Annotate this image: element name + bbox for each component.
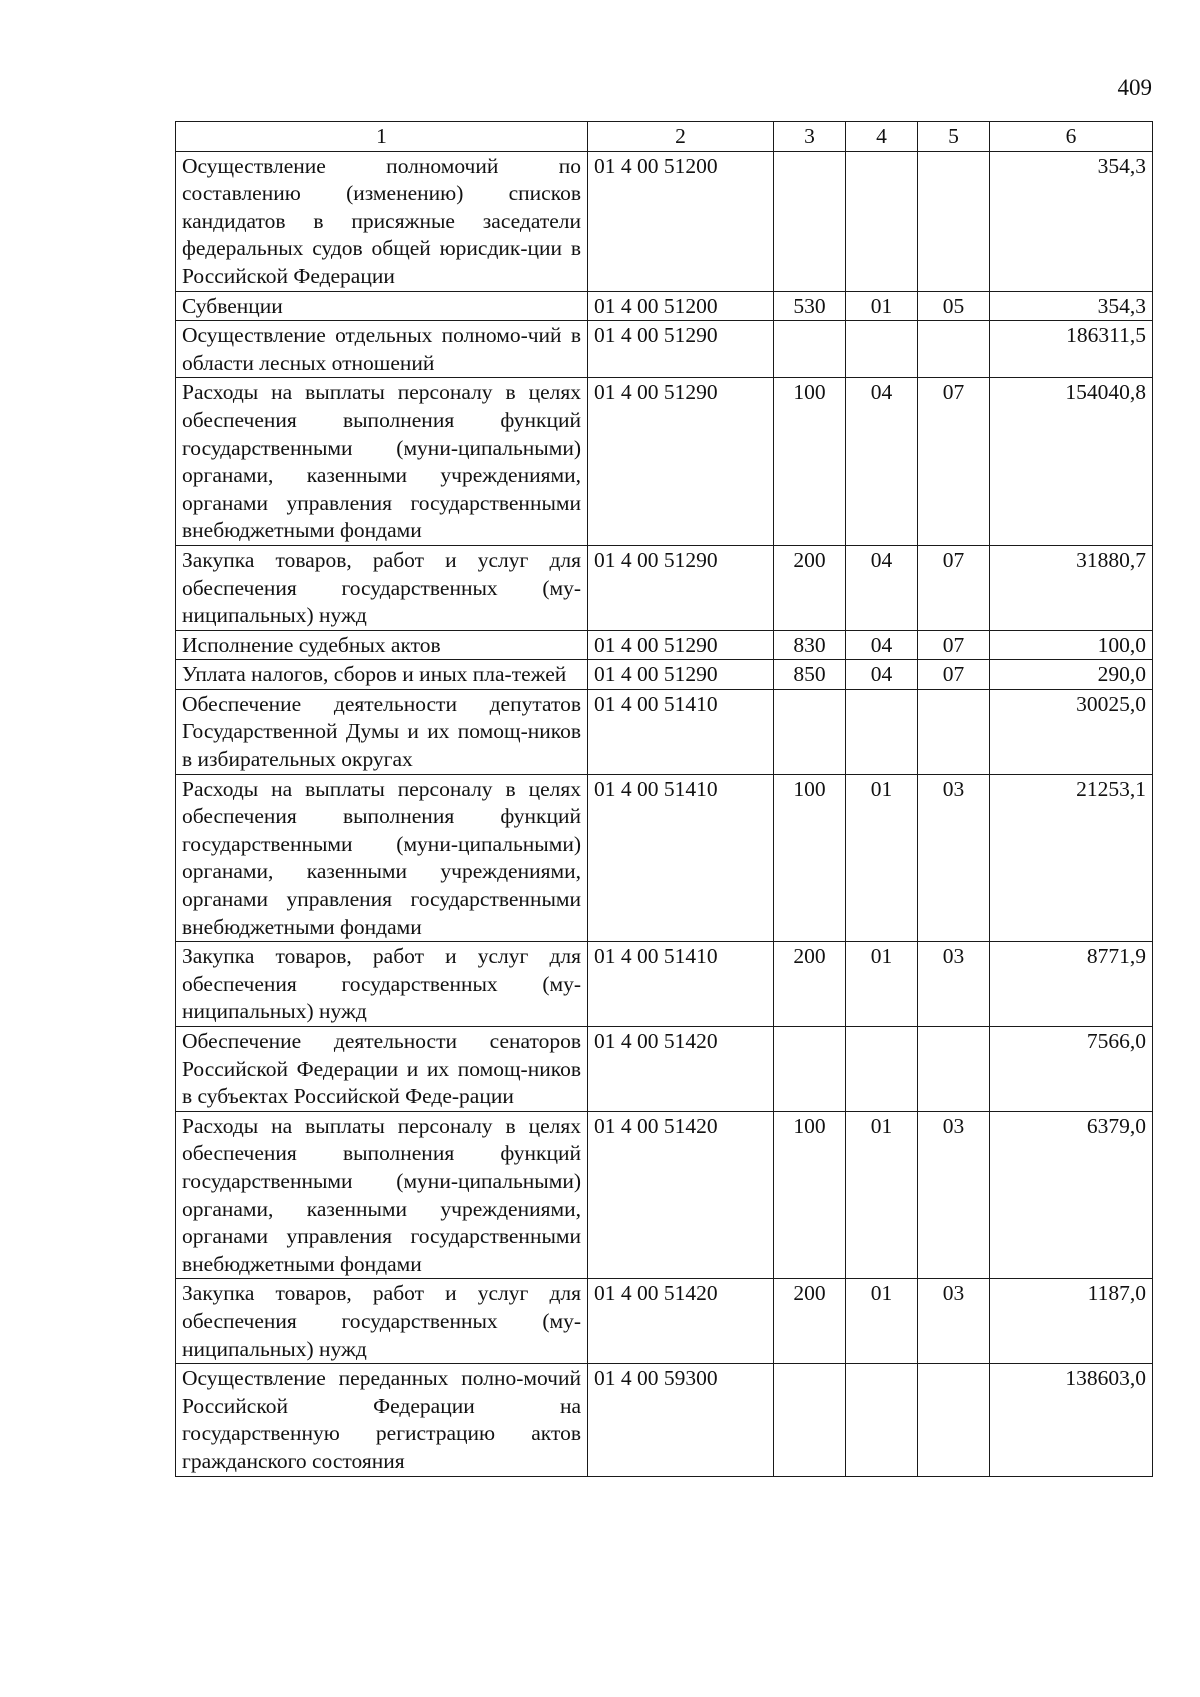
row-name-cell: Осуществление переданных полно-мочий Российской Федерации на государственную регистрацию актов гражданского состояния (176, 1364, 588, 1476)
row-name-cell: Субвенции (176, 291, 588, 321)
row-amount-cell: 186311,5 (990, 321, 1153, 378)
row-code-cell: 01 4 00 51200 (588, 151, 774, 291)
row-amount-cell: 7566,0 (990, 1027, 1153, 1112)
row-subsection-cell: 03 (918, 1279, 990, 1364)
row-subsection-cell: 03 (918, 1111, 990, 1279)
row-code-cell: 01 4 00 51200 (588, 291, 774, 321)
table-row (176, 1364, 1153, 1476)
row-code-cell: 01 4 00 51420 (588, 1111, 774, 1279)
row-code-cell: 01 4 00 59300 (588, 1364, 774, 1476)
row-amount-cell: 31880,7 (990, 545, 1153, 630)
budget-table (175, 121, 1153, 1477)
table-row (176, 378, 1153, 546)
row-section-cell: 04 (846, 378, 918, 546)
row-name-cell: Осуществление полномочий по составлению (изменению) списков кандидатов в присяжные заседатели федеральных судов общей юрисдик-ции в Российской Федерации (176, 151, 588, 291)
row-name-cell: Осуществление отдельных полномо-чий в области лесных отношений (176, 321, 588, 378)
row-subsection-cell: 03 (918, 774, 990, 942)
header-row (176, 122, 1153, 152)
row-section-cell (846, 151, 918, 291)
row-expense-type-cell: 200 (774, 1279, 846, 1364)
row-subsection-cell (918, 1364, 990, 1476)
row-expense-type-cell (774, 321, 846, 378)
row-code-cell: 01 4 00 51290 (588, 630, 774, 660)
table-row (176, 942, 1153, 1027)
row-expense-type-cell (774, 1027, 846, 1112)
table-row (176, 1111, 1153, 1279)
header-col-5: 5 (918, 122, 990, 152)
row-code-cell: 01 4 00 51410 (588, 774, 774, 942)
row-section-cell: 01 (846, 291, 918, 321)
table-row (176, 630, 1153, 660)
row-amount-cell: 138603,0 (990, 1364, 1153, 1476)
row-subsection-cell: 07 (918, 630, 990, 660)
header-col-3: 3 (774, 122, 846, 152)
table-header (176, 122, 1153, 152)
table-row (176, 545, 1153, 630)
header-col-4: 4 (846, 122, 918, 152)
row-amount-cell: 21253,1 (990, 774, 1153, 942)
row-amount-cell: 354,3 (990, 151, 1153, 291)
row-name-cell: Закупка товаров, работ и услуг для обеспечения государственных (му-ниципальных) нужд (176, 545, 588, 630)
row-expense-type-cell: 100 (774, 378, 846, 546)
row-expense-type-cell: 530 (774, 291, 846, 321)
row-subsection-cell (918, 321, 990, 378)
row-section-cell: 04 (846, 630, 918, 660)
table-row (176, 774, 1153, 942)
row-section-cell (846, 1027, 918, 1112)
row-amount-cell: 100,0 (990, 630, 1153, 660)
row-section-cell (846, 1364, 918, 1476)
row-expense-type-cell: 100 (774, 774, 846, 942)
row-expense-type-cell (774, 151, 846, 291)
table-row (176, 1279, 1153, 1364)
table-body (176, 151, 1153, 1476)
row-amount-cell: 1187,0 (990, 1279, 1153, 1364)
row-expense-type-cell: 200 (774, 942, 846, 1027)
row-expense-type-cell (774, 1364, 846, 1476)
row-expense-type-cell: 850 (774, 660, 846, 690)
row-code-cell: 01 4 00 51410 (588, 942, 774, 1027)
row-section-cell: 04 (846, 545, 918, 630)
row-subsection-cell: 03 (918, 942, 990, 1027)
row-amount-cell: 290,0 (990, 660, 1153, 690)
row-name-cell: Закупка товаров, работ и услуг для обеспечения государственных (му-ниципальных) нужд (176, 942, 588, 1027)
row-amount-cell: 6379,0 (990, 1111, 1153, 1279)
row-name-cell: Уплата налогов, сборов и иных пла-тежей (176, 660, 588, 690)
row-section-cell (846, 321, 918, 378)
row-code-cell: 01 4 00 51420 (588, 1027, 774, 1112)
row-expense-type-cell: 100 (774, 1111, 846, 1279)
row-subsection-cell (918, 689, 990, 774)
row-code-cell: 01 4 00 51290 (588, 660, 774, 690)
row-section-cell: 01 (846, 942, 918, 1027)
row-subsection-cell: 07 (918, 378, 990, 546)
row-code-cell: 01 4 00 51290 (588, 545, 774, 630)
header-col-2: 2 (588, 122, 774, 152)
row-name-cell: Закупка товаров, работ и услуг для обеспечения государственных (му-ниципальных) нужд (176, 1279, 588, 1364)
row-subsection-cell (918, 1027, 990, 1112)
table-row (176, 660, 1153, 690)
row-code-cell: 01 4 00 51410 (588, 689, 774, 774)
row-name-cell: Обеспечение деятельности сенаторов Российской Федерации и их помощ-ников в субъектах Российской Феде-рации (176, 1027, 588, 1112)
table-row (176, 1027, 1153, 1112)
row-expense-type-cell: 830 (774, 630, 846, 660)
row-amount-cell: 8771,9 (990, 942, 1153, 1027)
row-code-cell: 01 4 00 51290 (588, 321, 774, 378)
row-name-cell: Расходы на выплаты персоналу в целях обеспечения выполнения функций государственными (муни-ципальными) органами, казенными учреждениями, органами управления государственными внебюджетными фондами (176, 774, 588, 942)
header-col-1: 1 (176, 122, 588, 152)
row-amount-cell: 154040,8 (990, 378, 1153, 546)
row-subsection-cell (918, 151, 990, 291)
row-section-cell: 01 (846, 1111, 918, 1279)
table-row (176, 151, 1153, 291)
row-name-cell: Расходы на выплаты персоналу в целях обеспечения выполнения функций государственными (муни-ципальными) органами, казенными учреждениями, органами управления государственными внебюджетными фондами (176, 1111, 588, 1279)
table-row (176, 321, 1153, 378)
row-name-cell: Расходы на выплаты персоналу в целях обеспечения выполнения функций государственными (муни-ципальными) органами, казенными учреждениями, органами управления государственными внебюджетными фондами (176, 378, 588, 546)
row-expense-type-cell: 200 (774, 545, 846, 630)
page-number: 409 (1117, 75, 1152, 100)
row-subsection-cell: 07 (918, 660, 990, 690)
row-subsection-cell: 07 (918, 545, 990, 630)
row-amount-cell: 30025,0 (990, 689, 1153, 774)
row-section-cell: 01 (846, 774, 918, 942)
row-name-cell: Обеспечение деятельности депутатов Государственной Думы и их помощ-ников в избирательных округах (176, 689, 588, 774)
row-section-cell (846, 689, 918, 774)
row-section-cell: 01 (846, 1279, 918, 1364)
table-row (176, 291, 1153, 321)
row-section-cell: 04 (846, 660, 918, 690)
row-expense-type-cell (774, 689, 846, 774)
row-code-cell: 01 4 00 51290 (588, 378, 774, 546)
row-amount-cell: 354,3 (990, 291, 1153, 321)
row-code-cell: 01 4 00 51420 (588, 1279, 774, 1364)
row-name-cell: Исполнение судебных актов (176, 630, 588, 660)
table-row (176, 689, 1153, 774)
row-subsection-cell: 05 (918, 291, 990, 321)
header-col-6: 6 (990, 122, 1153, 152)
